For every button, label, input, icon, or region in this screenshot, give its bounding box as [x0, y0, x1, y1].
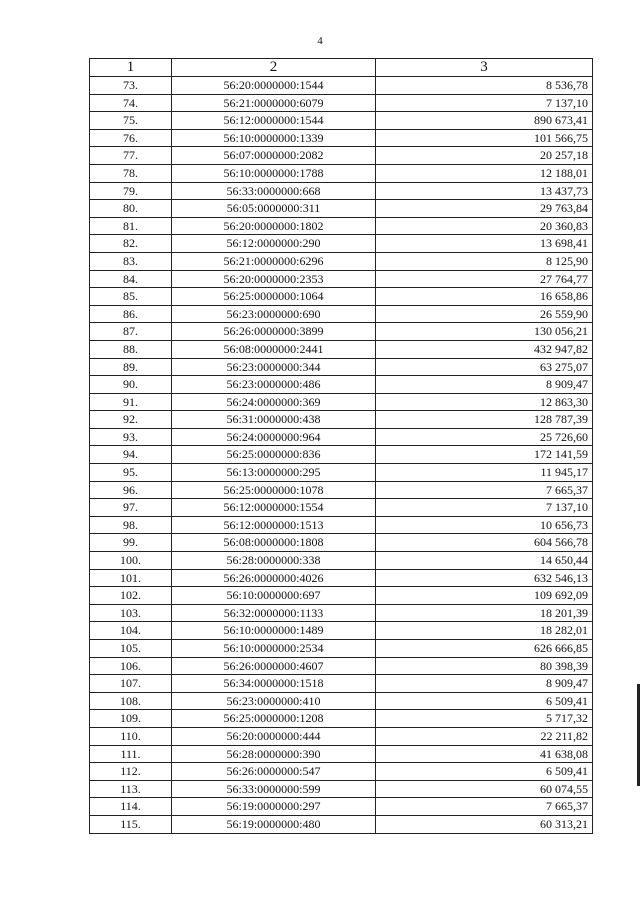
row-number-cell: 109. — [90, 710, 172, 728]
table-row — [90, 94, 593, 112]
value-cell: 13 437,73 — [376, 182, 593, 200]
row-number-cell: 84. — [90, 270, 172, 288]
cadastral-number-cell: 56:33:0000000:599 — [172, 780, 376, 798]
table-row — [90, 780, 593, 798]
cadastral-number-cell: 56:20:0000000:1544 — [172, 77, 376, 95]
table-row — [90, 77, 593, 95]
row-number-cell: 95. — [90, 464, 172, 482]
value-cell: 6 509,41 — [376, 763, 593, 781]
cadastral-number-cell: 56:23:0000000:486 — [172, 376, 376, 394]
value-cell: 890 673,41 — [376, 112, 593, 130]
cadastral-number-cell: 56:21:0000000:6079 — [172, 94, 376, 112]
table-row — [90, 129, 593, 147]
cadastral-number-cell: 56:25:0000000:1064 — [172, 288, 376, 306]
cadastral-number-cell: 56:20:0000000:2353 — [172, 270, 376, 288]
table-row — [90, 552, 593, 570]
row-number-cell: 89. — [90, 358, 172, 376]
value-cell: 27 764,77 — [376, 270, 593, 288]
table-row — [90, 376, 593, 394]
value-cell: 18 282,01 — [376, 622, 593, 640]
value-cell: 29 763,84 — [376, 200, 593, 218]
table-row — [90, 499, 593, 517]
cadastral-number-cell: 56:12:0000000:290 — [172, 235, 376, 253]
column-header-2: 2 — [172, 59, 376, 77]
cadastral-number-cell: 56:26:0000000:4607 — [172, 657, 376, 675]
cadastral-number-cell: 56:23:0000000:410 — [172, 692, 376, 710]
cadastral-number-cell: 56:34:0000000:1518 — [172, 675, 376, 693]
value-cell: 7 137,10 — [376, 94, 593, 112]
table-row — [90, 604, 593, 622]
value-cell: 12 863,30 — [376, 393, 593, 411]
row-number-cell: 83. — [90, 252, 172, 270]
value-cell: 11 945,17 — [376, 464, 593, 482]
table-row — [90, 622, 593, 640]
row-number-cell: 104. — [90, 622, 172, 640]
table-row — [90, 516, 593, 534]
cadastral-number-cell: 56:33:0000000:668 — [172, 182, 376, 200]
cadastral-number-cell: 56:10:0000000:1489 — [172, 622, 376, 640]
table-row — [90, 217, 593, 235]
table-row — [90, 288, 593, 306]
header-row — [90, 59, 593, 77]
row-number-cell: 115. — [90, 815, 172, 833]
value-cell: 5 717,32 — [376, 710, 593, 728]
row-number-cell: 82. — [90, 235, 172, 253]
value-cell: 18 201,39 — [376, 604, 593, 622]
table-row — [90, 745, 593, 763]
value-cell: 128 787,39 — [376, 411, 593, 429]
row-number-cell: 108. — [90, 692, 172, 710]
cadastral-number-cell: 56:12:0000000:1544 — [172, 112, 376, 130]
table-row — [90, 358, 593, 376]
table-row — [90, 305, 593, 323]
value-cell: 20 360,83 — [376, 217, 593, 235]
row-number-cell: 102. — [90, 587, 172, 605]
cadastral-number-cell: 56:24:0000000:964 — [172, 428, 376, 446]
row-number-cell: 88. — [90, 340, 172, 358]
value-cell: 172 141,59 — [376, 446, 593, 464]
row-number-cell: 98. — [90, 516, 172, 534]
table-row — [90, 147, 593, 165]
cadastral-number-cell: 56:26:0000000:3899 — [172, 323, 376, 341]
cadastral-number-cell: 56:28:0000000:338 — [172, 552, 376, 570]
cadastral-value-table — [89, 58, 593, 834]
table-row — [90, 692, 593, 710]
cadastral-number-cell: 56:07:0000000:2082 — [172, 147, 376, 165]
row-number-cell: 75. — [90, 112, 172, 130]
value-cell: 41 638,08 — [376, 745, 593, 763]
row-number-cell: 85. — [90, 288, 172, 306]
table-row — [90, 815, 593, 833]
value-cell: 26 559,90 — [376, 305, 593, 323]
cadastral-number-cell: 56:23:0000000:344 — [172, 358, 376, 376]
table-row — [90, 270, 593, 288]
table-row — [90, 340, 593, 358]
table-row — [90, 763, 593, 781]
table-row — [90, 393, 593, 411]
value-cell: 60 313,21 — [376, 815, 593, 833]
value-cell: 80 398,39 — [376, 657, 593, 675]
cadastral-number-cell: 56:08:0000000:1808 — [172, 534, 376, 552]
row-number-cell: 79. — [90, 182, 172, 200]
cadastral-number-cell: 56:26:0000000:547 — [172, 763, 376, 781]
value-cell: 6 509,41 — [376, 692, 593, 710]
row-number-cell: 80. — [90, 200, 172, 218]
cadastral-number-cell: 56:31:0000000:438 — [172, 411, 376, 429]
row-number-cell: 113. — [90, 780, 172, 798]
cadastral-number-cell: 56:20:0000000:444 — [172, 727, 376, 745]
cadastral-number-cell: 56:10:0000000:1339 — [172, 129, 376, 147]
value-cell: 13 698,41 — [376, 235, 593, 253]
row-number-cell: 93. — [90, 428, 172, 446]
row-number-cell: 114. — [90, 798, 172, 816]
row-number-cell: 100. — [90, 552, 172, 570]
value-cell: 14 650,44 — [376, 552, 593, 570]
table-row — [90, 464, 593, 482]
table-row — [90, 200, 593, 218]
value-cell: 16 658,86 — [376, 288, 593, 306]
value-cell: 63 275,07 — [376, 358, 593, 376]
row-number-cell: 78. — [90, 164, 172, 182]
cadastral-number-cell: 56:10:0000000:697 — [172, 587, 376, 605]
table-header — [90, 59, 593, 77]
cadastral-number-cell: 56:23:0000000:690 — [172, 305, 376, 323]
table-row — [90, 182, 593, 200]
value-cell: 22 211,82 — [376, 727, 593, 745]
row-number-cell: 90. — [90, 376, 172, 394]
cadastral-number-cell: 56:28:0000000:390 — [172, 745, 376, 763]
table-row — [90, 727, 593, 745]
value-cell: 7 137,10 — [376, 499, 593, 517]
cadastral-number-cell: 56:19:0000000:297 — [172, 798, 376, 816]
row-number-cell: 97. — [90, 499, 172, 517]
table-row — [90, 569, 593, 587]
row-number-cell: 76. — [90, 129, 172, 147]
value-cell: 626 666,85 — [376, 640, 593, 658]
table-row — [90, 235, 593, 253]
row-number-cell: 74. — [90, 94, 172, 112]
value-cell: 7 665,37 — [376, 798, 593, 816]
cadastral-number-cell: 56:12:0000000:1513 — [172, 516, 376, 534]
page-number: 4 — [317, 35, 323, 47]
cadastral-number-cell: 56:10:0000000:2534 — [172, 640, 376, 658]
column-header-3: 3 — [376, 59, 593, 77]
cadastral-number-cell: 56:21:0000000:6296 — [172, 252, 376, 270]
cadastral-number-cell: 56:20:0000000:1802 — [172, 217, 376, 235]
table-row — [90, 534, 593, 552]
cadastral-number-cell: 56:25:0000000:1208 — [172, 710, 376, 728]
row-number-cell: 92. — [90, 411, 172, 429]
table-row — [90, 428, 593, 446]
value-cell: 604 566,78 — [376, 534, 593, 552]
value-cell: 109 692,09 — [376, 587, 593, 605]
row-number-cell: 73. — [90, 77, 172, 95]
row-number-cell: 105. — [90, 640, 172, 658]
value-cell: 60 074,55 — [376, 780, 593, 798]
table-row — [90, 112, 593, 130]
table-row — [90, 640, 593, 658]
row-number-cell: 77. — [90, 147, 172, 165]
row-number-cell: 81. — [90, 217, 172, 235]
row-number-cell: 101. — [90, 569, 172, 587]
cadastral-number-cell: 56:25:0000000:836 — [172, 446, 376, 464]
row-number-cell: 107. — [90, 675, 172, 693]
table-row — [90, 411, 593, 429]
table-row — [90, 323, 593, 341]
table-row — [90, 587, 593, 605]
value-cell: 7 665,37 — [376, 481, 593, 499]
value-cell: 8 909,47 — [376, 675, 593, 693]
row-number-cell: 86. — [90, 305, 172, 323]
value-cell: 8 909,47 — [376, 376, 593, 394]
table-row — [90, 675, 593, 693]
value-cell: 10 656,73 — [376, 516, 593, 534]
row-number-cell: 94. — [90, 446, 172, 464]
cadastral-number-cell: 56:32:0000000:1133 — [172, 604, 376, 622]
table-row — [90, 710, 593, 728]
value-cell: 130 056,21 — [376, 323, 593, 341]
cadastral-number-cell: 56:05:0000000:311 — [172, 200, 376, 218]
value-cell: 20 257,18 — [376, 147, 593, 165]
table-row — [90, 798, 593, 816]
value-cell: 8 536,78 — [376, 77, 593, 95]
cadastral-number-cell: 56:26:0000000:4026 — [172, 569, 376, 587]
cadastral-number-cell: 56:24:0000000:369 — [172, 393, 376, 411]
row-number-cell: 99. — [90, 534, 172, 552]
value-cell: 101 566,75 — [376, 129, 593, 147]
value-cell: 25 726,60 — [376, 428, 593, 446]
table-row — [90, 657, 593, 675]
row-number-cell: 103. — [90, 604, 172, 622]
value-cell: 8 125,90 — [376, 252, 593, 270]
cadastral-number-cell: 56:12:0000000:1554 — [172, 499, 376, 517]
table-row — [90, 252, 593, 270]
cadastral-number-cell: 56:08:0000000:2441 — [172, 340, 376, 358]
cadastral-number-cell: 56:19:0000000:480 — [172, 815, 376, 833]
cadastral-number-cell: 56:25:0000000:1078 — [172, 481, 376, 499]
row-number-cell: 96. — [90, 481, 172, 499]
table-row — [90, 481, 593, 499]
value-cell: 12 188,01 — [376, 164, 593, 182]
row-number-cell: 111. — [90, 745, 172, 763]
row-number-cell: 112. — [90, 763, 172, 781]
row-number-cell: 106. — [90, 657, 172, 675]
value-cell: 632 546,13 — [376, 569, 593, 587]
row-number-cell: 110. — [90, 727, 172, 745]
row-number-cell: 91. — [90, 393, 172, 411]
table-row — [90, 164, 593, 182]
column-header-1: 1 — [90, 59, 172, 77]
table-row — [90, 446, 593, 464]
cadastral-number-cell: 56:10:0000000:1788 — [172, 164, 376, 182]
value-cell: 432 947,82 — [376, 340, 593, 358]
row-number-cell: 87. — [90, 323, 172, 341]
table-body — [90, 77, 593, 834]
cadastral-number-cell: 56:13:0000000:295 — [172, 464, 376, 482]
